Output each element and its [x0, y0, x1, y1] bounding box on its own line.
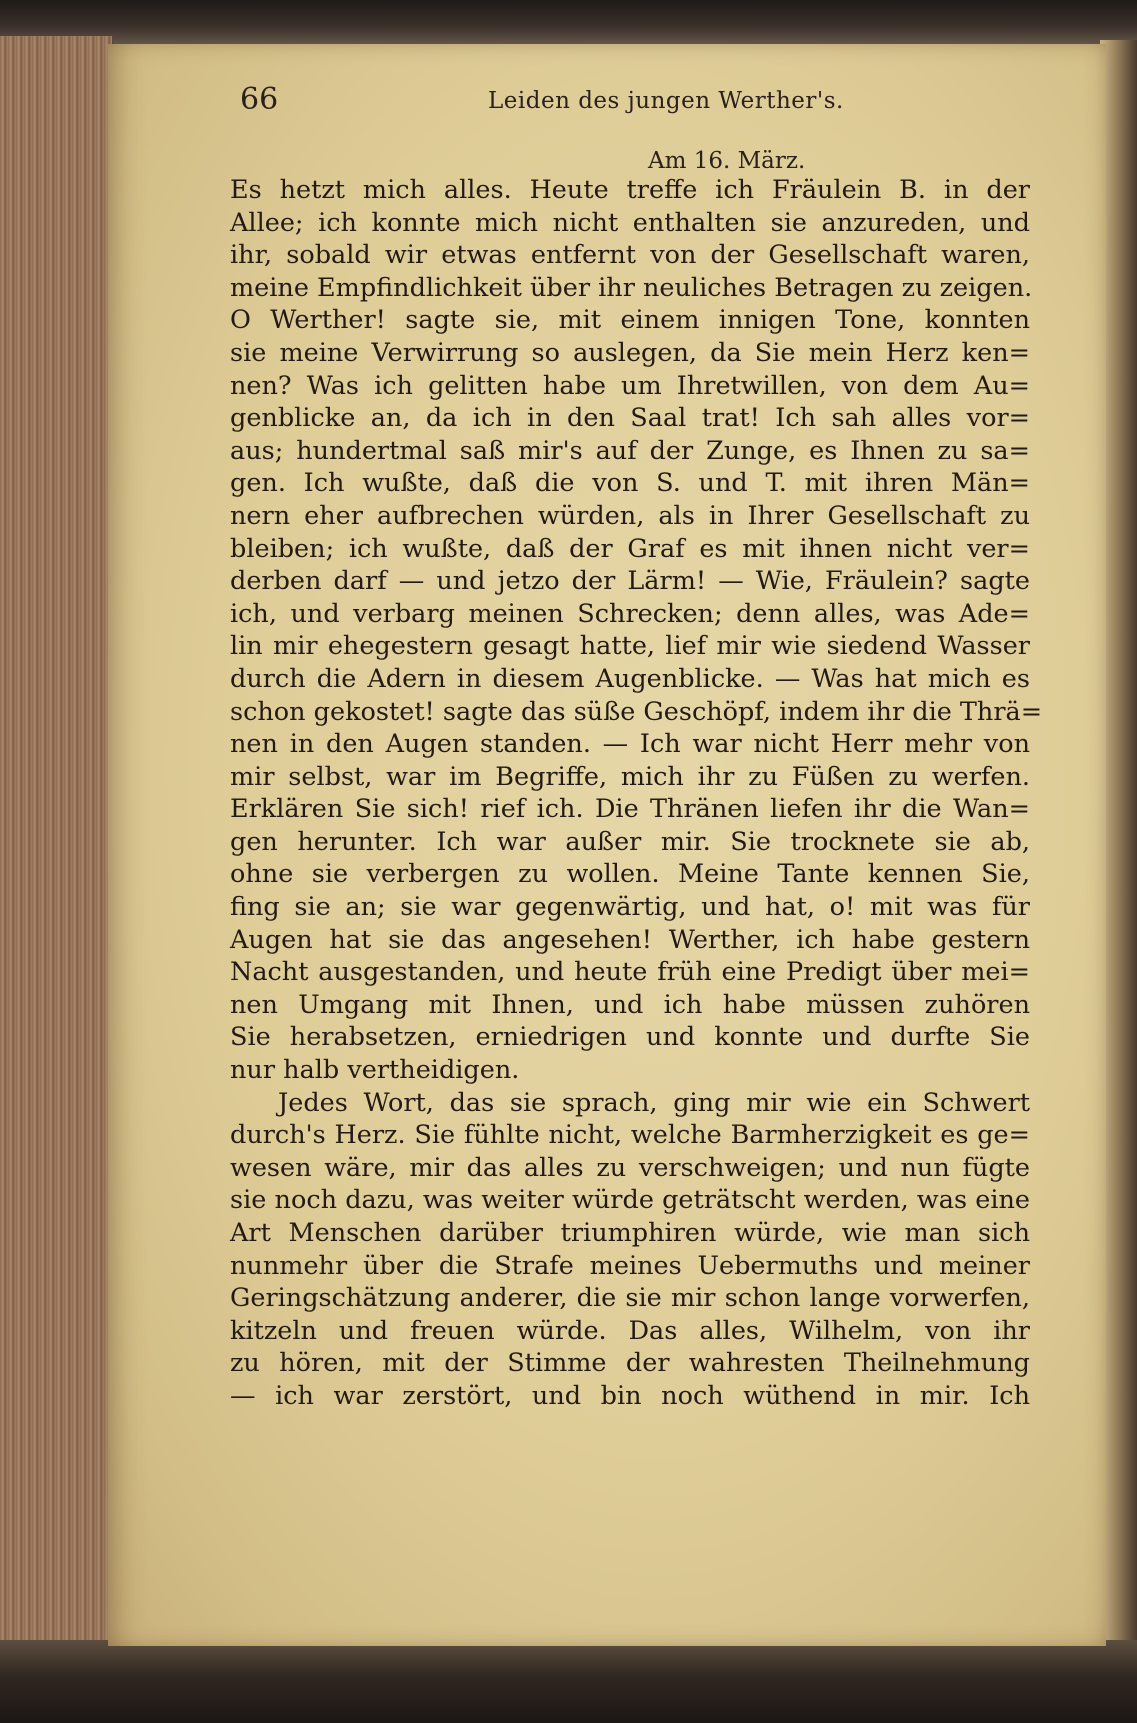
text-line: schon gekostet! sagte das süße Geschöpf, indem ihr die Thrä= [230, 696, 1043, 727]
book-top-edge [0, 0, 1137, 48]
text-line: gen herunter. Ich war außer mir. Sie trocknete sie ab, [230, 826, 1030, 857]
text-line: bleiben; ich wußte, daß der Graf es mit ihnen nicht ver= [230, 533, 1030, 564]
text-line: aus; hundertmal saß mir's auf der Zunge, es Ihnen zu sa= [230, 435, 1030, 466]
text-line: nen in den Augen standen. — Ich war nicht Herr mehr von [230, 729, 1030, 760]
text-line: sie noch dazu, was weiter würde geträtscht werden, was eine [230, 1185, 1030, 1216]
text-line: Es hetzt mich alles. Heute treffe ich Fräulein B. in der [230, 175, 1030, 205]
text-line: Nacht ausgestanden, und heute früh eine Predigt über mei= [230, 957, 1030, 988]
text-line: — ich war zerstört, und bin noch wüthend in mir. Ich [230, 1380, 1030, 1411]
page [108, 44, 1106, 1646]
text-line: fing sie an; sie war gegenwärtig, und hat, o! mit was für [230, 892, 1030, 923]
text-line: nur halb vertheidigen. [230, 1055, 520, 1086]
text-line: ich, und verbarg meinen Schrecken; denn alles, was Ade= [230, 598, 1030, 629]
page-number: 66 [240, 82, 279, 117]
text-line: ohne sie verbergen zu wollen. Meine Tante kennen Sie, [230, 859, 1030, 890]
text-line: Sie herabsetzen, erniedrigen und konnte und durfte Sie [230, 1022, 1030, 1053]
text-line: Augen hat sie das angesehen! Werther, ich habe gestern [230, 924, 1030, 955]
text-line: zu hören, mit der Stimme der wahresten Theilnehmung [230, 1348, 1030, 1379]
text-line: nern eher aufbrechen würden, als in Ihrer Gesellschaft zu [230, 500, 1030, 531]
running-head: Leiden des jungen Werther's. [488, 88, 844, 114]
page-stack-left [0, 36, 114, 1656]
letter-dateline: Am 16. März. [648, 148, 806, 174]
text-line: Jedes Wort, das sie sprach, ging mir wie ein Schwert [278, 1087, 1030, 1118]
text-line: lin mir ehegestern gesagt hatte, lief mir wie siedend Wasser [230, 631, 1030, 662]
text-line: gen. Ich wußte, daß die von S. und T. mit ihren Män= [230, 468, 1030, 499]
text-line: derben darf — und jetzo der Lärm! — Wie, Fräulein? sagte [230, 566, 1030, 597]
text-line: O Werther! sagte sie, mit einem innigen Tone, konnten [230, 305, 1030, 336]
page-header [240, 82, 1040, 122]
text-line: ihr, sobald wir etwas entfernt von der Gesellschaft waren, [230, 240, 1030, 271]
body-text [230, 174, 1043, 1413]
book-bottom-edge [0, 1640, 1137, 1723]
text-line: durch's Herz. Sie fühlte nicht, welche Barmherzigkeit es ge= [230, 1120, 1030, 1151]
text-line: Art Menschen darüber triumphiren würde, wie man sich [230, 1218, 1030, 1248]
text-line: Geringschätzung anderer, die sie mir schon lange vorwerfen, [230, 1283, 1030, 1314]
text-line: nen? Was ich gelitten habe um Ihretwillen, von dem Au= [230, 370, 1030, 401]
text-line: Erklären Sie sich! rief ich. Die Thränen liefen ihr die Wan= [230, 794, 1030, 825]
text-line: meine Empfindlichkeit über ihr neuliches Betragen zu zeigen. [230, 272, 1033, 303]
text-line: nunmehr über die Strafe meines Uebermuths und meiner [230, 1250, 1030, 1281]
text-line: nen Umgang mit Ihnen, und ich habe müssen zuhören [230, 989, 1030, 1020]
text-line: Allee; ich konnte mich nicht enthalten sie anzureden, und [230, 207, 1030, 238]
text-line: sie meine Verwirrung so auslegen, da Sie mein Herz ken= [230, 337, 1030, 368]
text-line: durch die Adern in diesem Augenblicke. — Was hat mich es [230, 663, 1030, 694]
text-line: genblicke an, da ich in den Saal trat! Ich sah alles vor= [230, 403, 1030, 434]
text-line: kitzeln und freuen würde. Das alles, Wilhelm, von ihr [230, 1315, 1030, 1346]
text-line: mir selbst, war im Begriffe, mich ihr zu Füßen zu werfen. [230, 761, 1030, 792]
text-line: wesen wäre, mir das alles zu verschweigen; und nun fügte [230, 1152, 1030, 1183]
